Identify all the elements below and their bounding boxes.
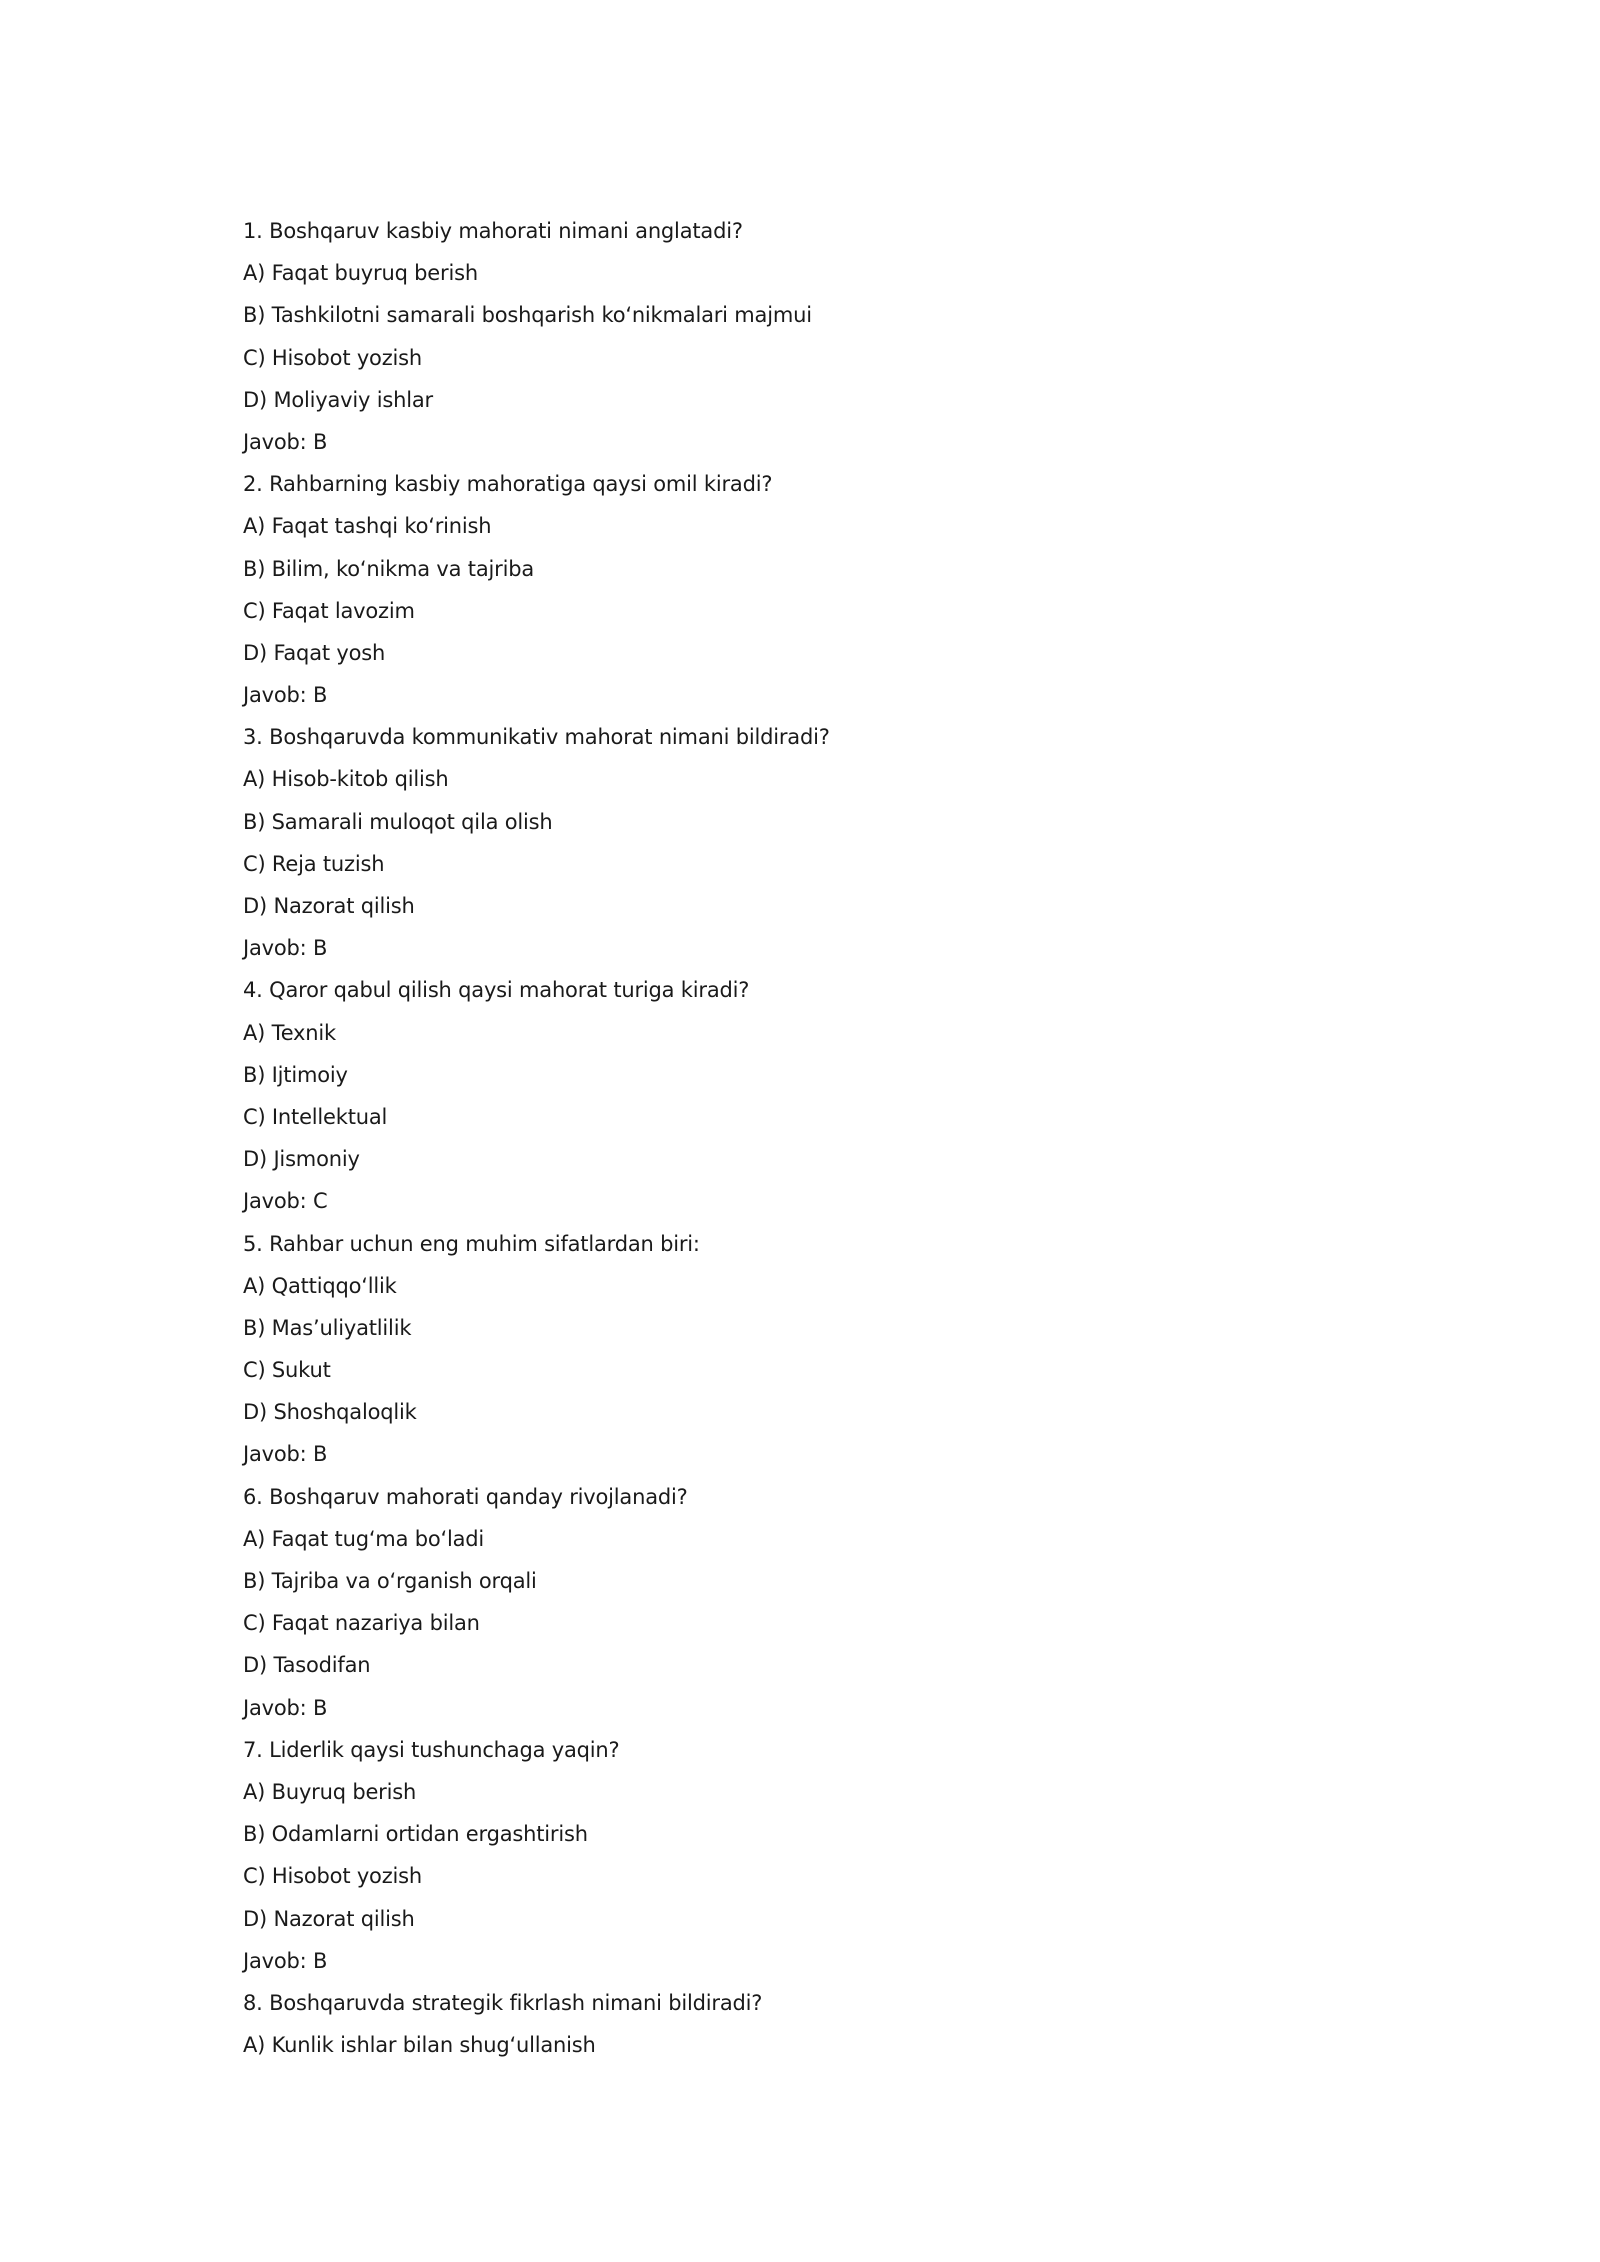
answer-option: B) Tajriba va o‘rganish orqali (243, 1569, 537, 1593)
quiz-content (243, 216, 1363, 2072)
answer-option: B) Samarali muloqot qila olish (243, 809, 553, 834)
answer-option: B) Mas’uliyatlilik (243, 1315, 412, 1340)
correct-answer: Javob: B (243, 936, 328, 961)
answer-option: A) Faqat buyruq berish (243, 261, 478, 286)
answer-option: D) Faqat yosh (243, 640, 386, 665)
answer-option: C) Sukut (243, 1358, 331, 1383)
answer-option: C) Reja tuzish (243, 851, 385, 876)
answer-option: A) Kunlik ishlar bilan shug‘ullanish (243, 2033, 596, 2058)
answer-option: A) Texnik (243, 1020, 336, 1045)
question-block (243, 216, 1363, 469)
answer-option: C) Faqat nazariya bilan (243, 1611, 480, 1636)
answer-option: D) Tasodifan (243, 1653, 371, 1678)
answer-option: A) Qattiqqo‘llik (243, 1273, 397, 1298)
answer-option: B) Bilim, ko‘nikma va tajriba (243, 556, 535, 581)
correct-answer: Javob: B (243, 683, 328, 708)
answer-option: A) Faqat tashqi ko‘rinish (243, 514, 492, 539)
question-text: 1. Boshqaruv kasbiy mahorati nimani anglatadi? (243, 219, 743, 243)
correct-answer: Javob: B (243, 1442, 328, 1467)
answer-option: A) Buyruq berish (243, 1779, 417, 1804)
answer-option: C) Hisobot yozish (243, 345, 423, 370)
answer-option: B) Odamlarni ortidan ergashtirish (243, 1822, 588, 1847)
question-block (243, 722, 1363, 975)
answer-option: D) Nazorat qilish (243, 1906, 415, 1931)
correct-answer: Javob: B (243, 1695, 328, 1720)
answer-option: C) Hisobot yozish (243, 1864, 423, 1889)
answer-option: D) Nazorat qilish (243, 894, 415, 918)
answer-option: C) Intellektual (243, 1104, 388, 1129)
question-text: 2. Rahbarning kasbiy mahoratiga qaysi omil kiradi? (243, 472, 773, 497)
question-text: 8. Boshqaruvda strategik fikrlash nimani bildiradi? (243, 1990, 763, 2015)
answer-option: D) Jismoniy (243, 1147, 360, 1172)
answer-option: B) Tashkilotni samarali boshqarish ko‘nikmalari majmui (243, 303, 812, 328)
question-text: 3. Boshqaruvda kommunikativ mahorat nimani bildiradi? (243, 725, 830, 750)
answer-option: C) Faqat lavozim (243, 598, 415, 623)
question-block (243, 1229, 1363, 1482)
question-block (243, 975, 1363, 1228)
question-text: 5. Rahbar uchun eng muhim sifatlardan biri: (243, 1231, 700, 1256)
answer-option: D) Moliyaviy ishlar (243, 387, 433, 412)
answer-option: A) Hisob-kitob qilish (243, 767, 449, 792)
answer-option: A) Faqat tug‘ma bo‘ladi (243, 1526, 485, 1551)
correct-answer: Javob: B (243, 429, 328, 454)
question-block (243, 1735, 1363, 1988)
correct-answer: Javob: B (243, 1948, 328, 1973)
question-block (243, 1482, 1363, 1735)
question-text: 6. Boshqaruv mahorati qanday rivojlanadi? (243, 1484, 688, 1509)
answer-option: D) Shoshqaloqlik (243, 1400, 417, 1425)
question-block (243, 1988, 1363, 2072)
question-block (243, 469, 1363, 722)
question-text: 7. Liderlik qaysi tushunchaga yaqin? (243, 1737, 620, 1762)
question-text: 4. Qaror qabul qilish qaysi mahorat turiga kiradi? (243, 978, 750, 1003)
correct-answer: Javob: C (243, 1189, 328, 1214)
answer-option: B) Ijtimoiy (243, 1062, 348, 1087)
